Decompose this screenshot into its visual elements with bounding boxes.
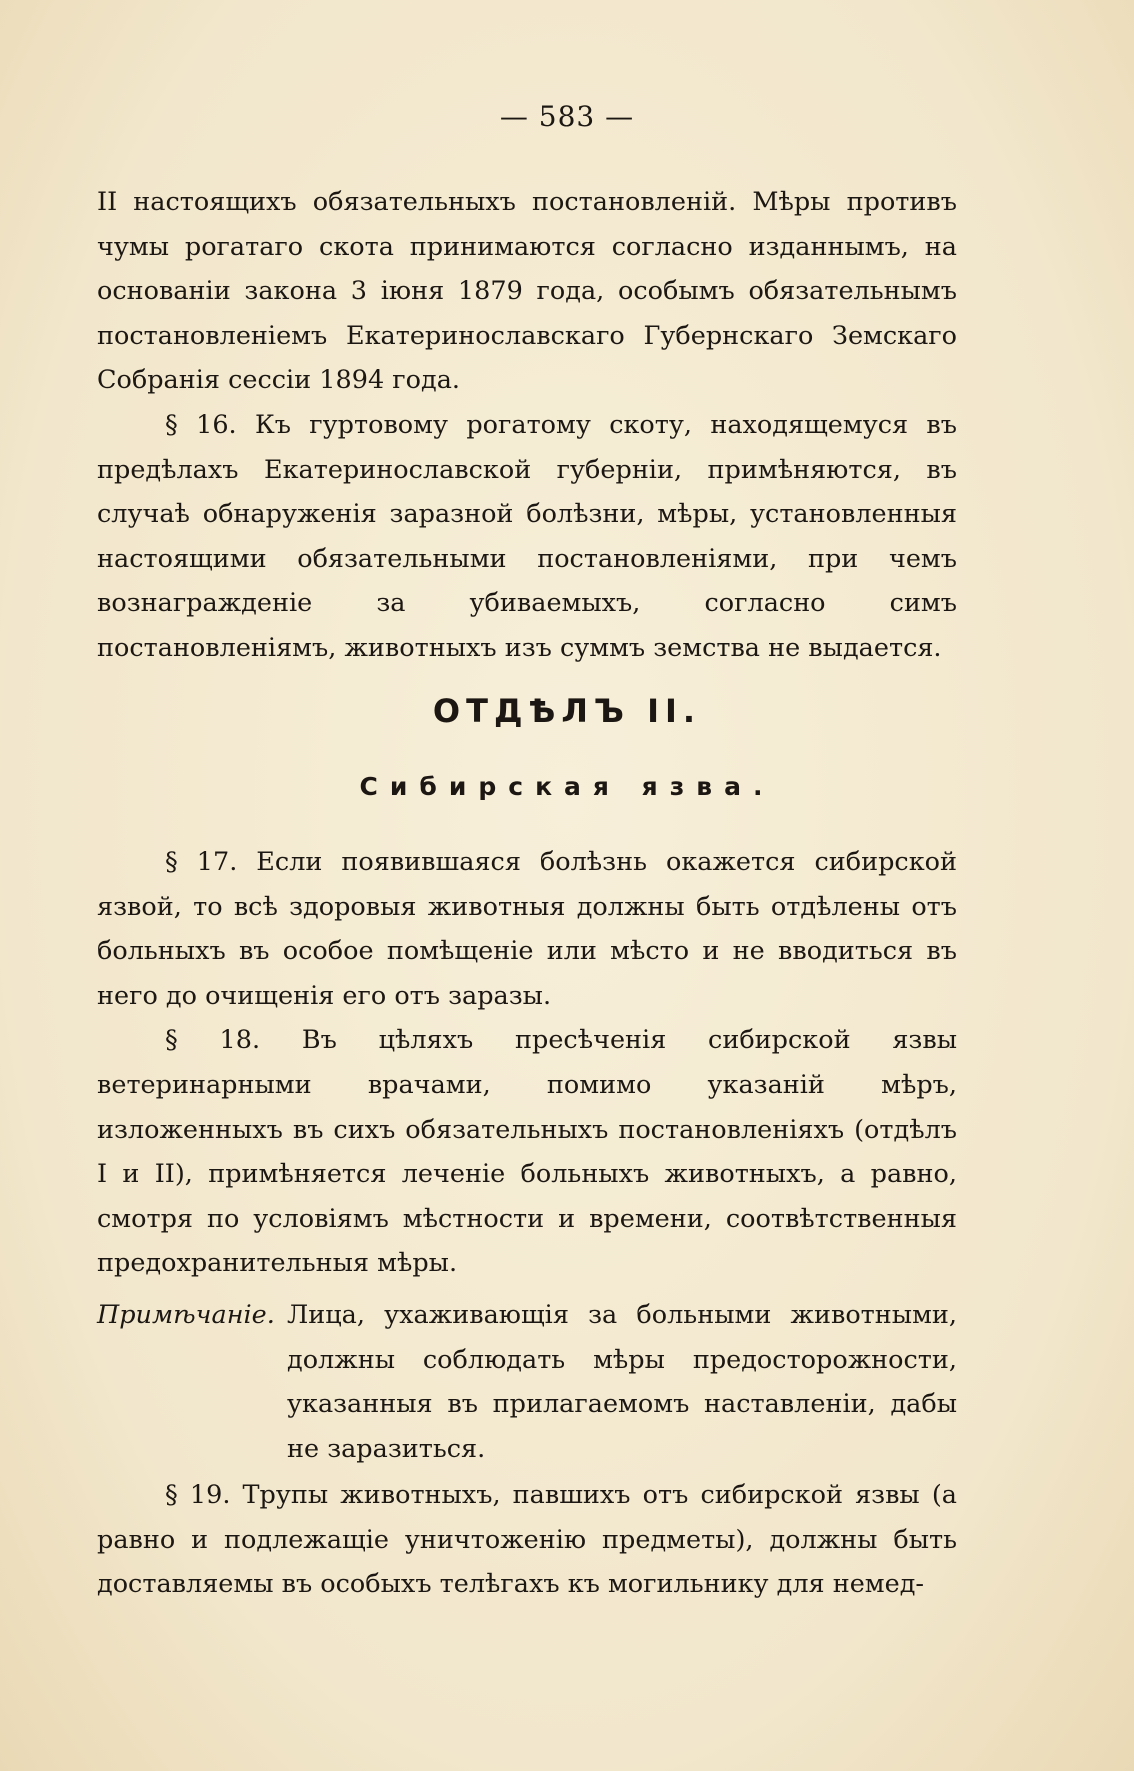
paragraph-18: § 18. Въ цѣляхъ пресѣченія сибирской язвы ветеринарными врачами, помимо указаній мѣръ, изложенныхъ въ сихъ обязательныхъ постановленіяхъ (отдѣлъ I и II), примѣняется леченіе больныхъ животныхъ, а равно, смотря по условіямъ мѣстности и времени, соотвѣтственныя предохранительныя мѣры.	[97, 1025, 957, 1279]
paragraph-16: § 16. Къ гуртовому рогатому скоту, находящемуся въ предѣлахъ Екатеринославской губерніи, примѣняются, въ случаѣ обнаруженія заразной болѣзни, мѣры, установленныя настоящими обязательными постановленіями, при чемъ вознагражденіе за убиваемыхъ, согласно симъ постановленіямъ, животныхъ изъ суммъ земства не выдается.	[97, 409, 957, 663]
paragraph-19: § 19. Трупы животныхъ, павшихъ отъ сибирской язвы (а равно и подлежащіе уничтоженію предметы), должны быть доставляемы въ особыхъ телѣгахъ къ могильнику для немед-	[97, 1480, 957, 1600]
note-block	[97, 1293, 957, 1471]
section-heading: ОТДѢЛЪ II.	[432, 692, 702, 730]
text-block-middle	[97, 840, 957, 1286]
text-block-top	[97, 180, 957, 671]
intro-paragraph: II настоящихъ обязательныхъ постановленій. Мѣры противъ чумы рогатаго скота принимаются согласно изданнымъ, на основаніи закона 3 іюня 1879 года, особымъ обязательнымъ постановленіемъ Екатеринославскаго Губернскаго Земскаго Собранія сессіи 1894 года.	[97, 187, 957, 396]
note-text: Лица, ухаживающія за больными животными, должны соблюдать мѣры предосторожности, указанныя въ прилагаемомъ наставленіи, дабы не заразиться.	[287, 1300, 957, 1464]
section-title: Сибирская язва.	[359, 772, 775, 801]
note-label: Примѣчаніе.	[97, 1300, 275, 1330]
paragraph-17: § 17. Если появившаяся болѣзнь окажется сибирской язвой, то всѣ здоровыя животныя должны быть отдѣлены отъ больныхъ въ особое помѣщеніе или мѣсто и не вводиться въ него до очищенія его отъ заразы.	[97, 847, 957, 1011]
page-number: — 583 —	[499, 100, 635, 133]
text-block-bottom	[97, 1473, 957, 1607]
